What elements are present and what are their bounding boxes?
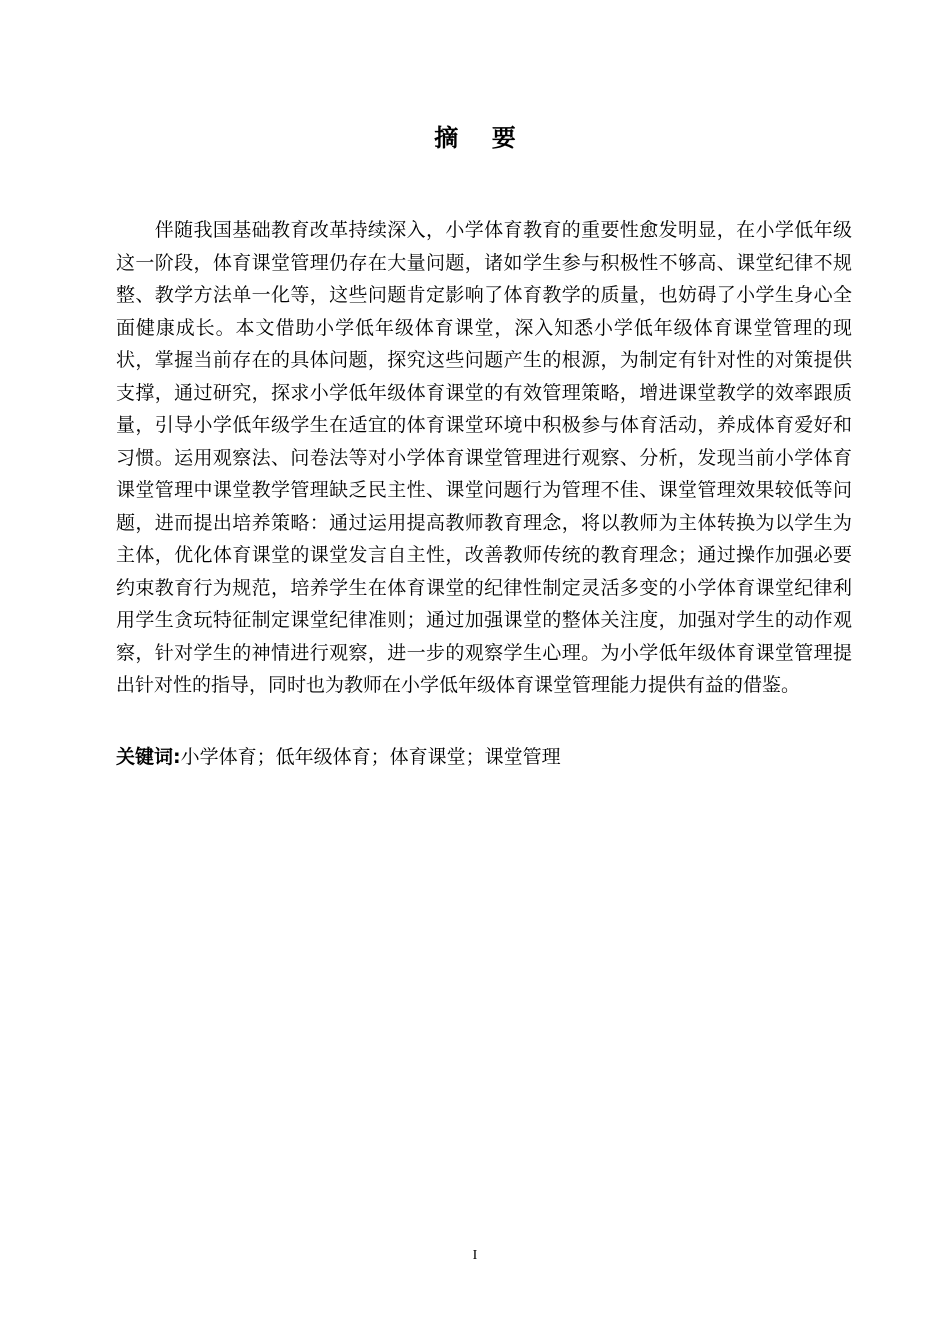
abstract-paragraph: 伴随我国基础教育改革持续深入，小学体育教育的重要性愈发明显，在小学低年级这一阶段，体育课堂管理仍存在大量问题，诸如学生参与积极性不够高、课堂纪律不规整、教学方法单一化等，这些问题肯定影响了体育教学的质量，也妨碍了小学生身心全面健康成长。本文借助小学低年级体育课堂，深入知悉小学低年级体育课堂管理的现状，掌握当前存在的具体问题，探究这些问题产生的根源，为制定有针对性的对策提供支撑，通过研究，探求小学低年级体育课堂的有效管理策略，增进课堂教学的效率跟质量，引导小学低年级学生在适宜的体育课堂环境中积极参与体育活动，养成体育爱好和习惯。运用观察法、问卷法等对小学体育课堂管理进行观察、分析，发现当前小学体育课堂管理中课堂教学管理缺乏民主性、课堂问题行为管理不佳、课堂管理效果较低等问题，进而提出培养策略：通过运用提高教师教育理念，将以教师为主体转换为以学生为主体，优化体育课堂的课堂发言自主性，改善教师传统的教育理念；通过操作加强必要约束教育行为规范，培养学生在体育课堂的纪律性制定灵活多变的小学体育课堂纪律利用学生贪玩特征制定课堂纪律准则；通过加强课堂的整体关注度，加强对学生的动作观察，针对学生的神情进行观察，进一步的观察学生心理。为小学低年级体育课堂管理提出针对性的指导，同时也为教师在小学低年级体育课堂管理能力提供有益的借鉴。 [116, 219, 852, 696]
keywords-value: 小学体育；低年级体育；体育课堂；课堂管理 [180, 746, 561, 768]
page-number: I [472, 1248, 478, 1263]
keywords-line [116, 741, 852, 773]
keywords-label: 关键词: [116, 746, 181, 768]
abstract-body [116, 214, 852, 702]
abstract-title: 摘 要 [434, 123, 516, 152]
